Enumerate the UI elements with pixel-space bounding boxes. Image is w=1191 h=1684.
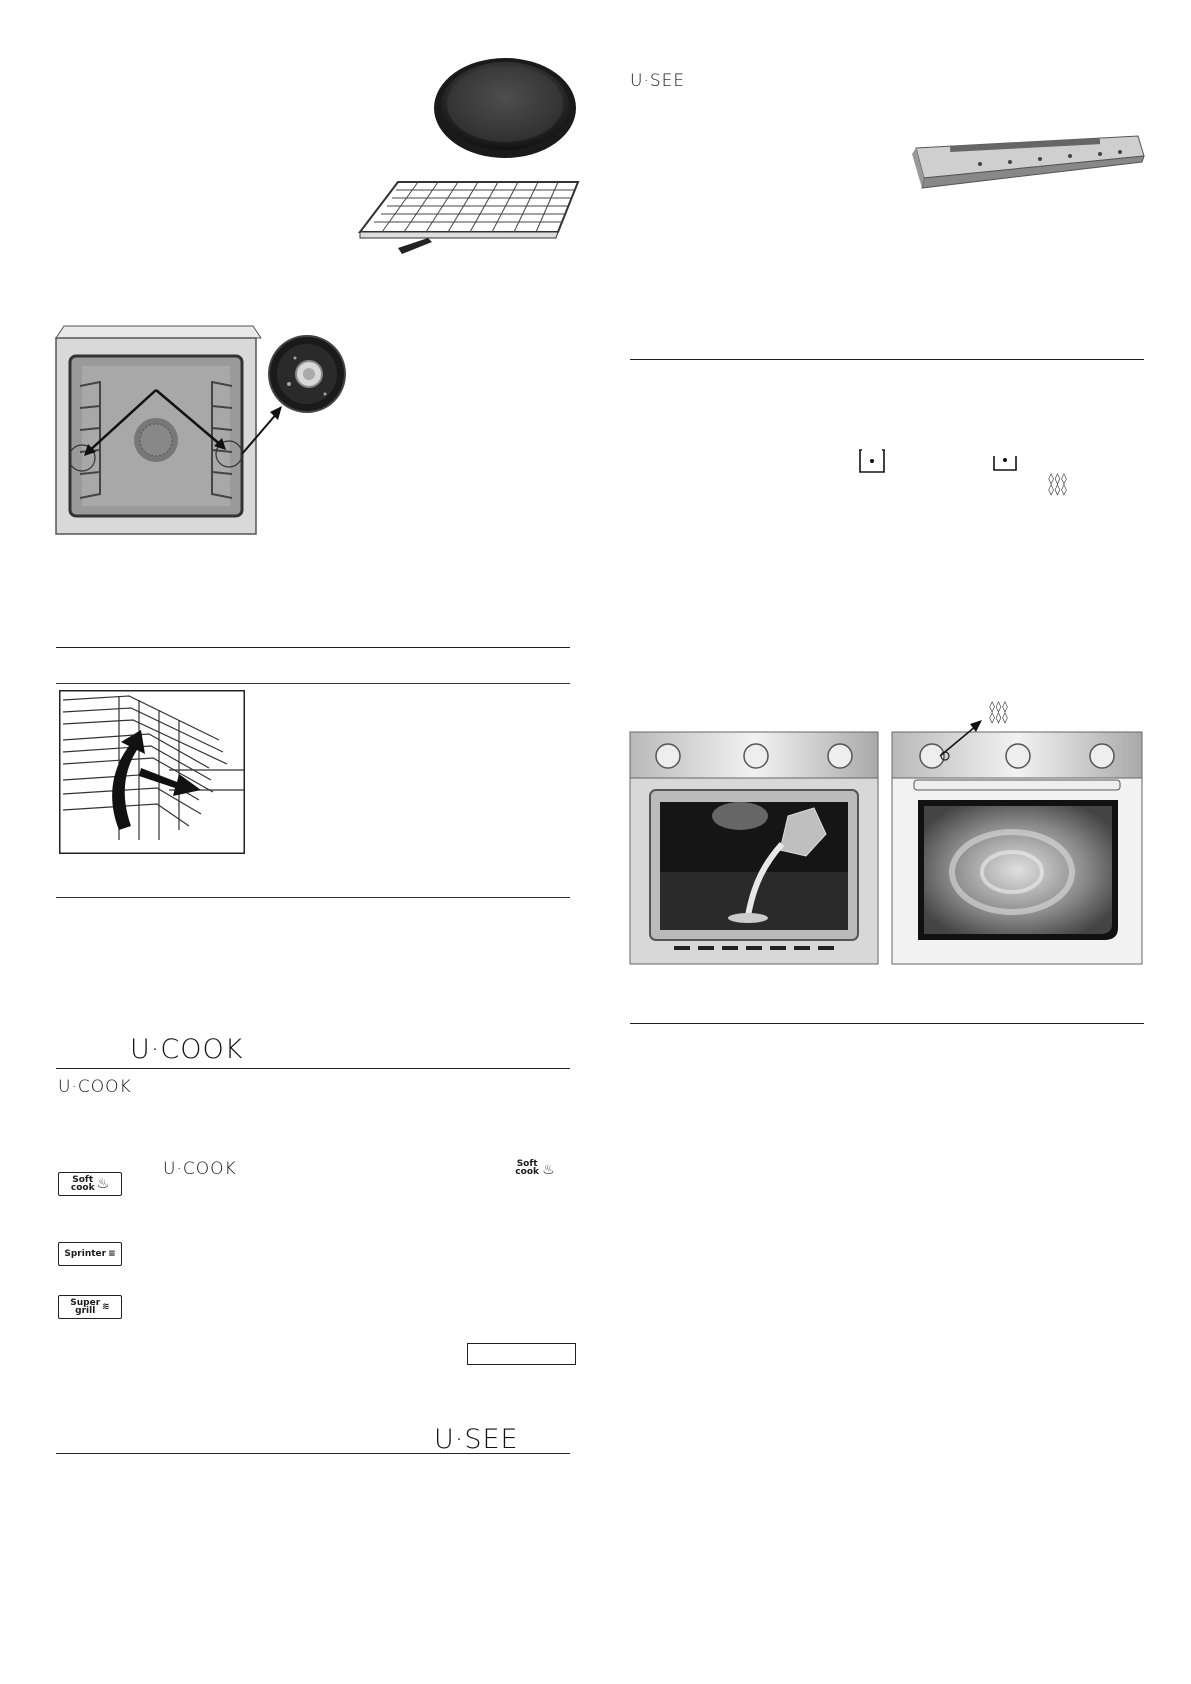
round-baking-tray-image [432, 56, 578, 160]
oven-water-image [630, 732, 878, 964]
section-divider [56, 897, 570, 898]
section-divider [56, 1068, 570, 1069]
oven-steam-image [892, 732, 1142, 964]
super-grill-icon: Super grill ≋ [58, 1295, 122, 1319]
section-divider [630, 1023, 1144, 1024]
lamp-open-icon [992, 454, 1018, 474]
section-divider [630, 359, 1144, 360]
sprinter-icon: Sprinter ≡ [58, 1242, 122, 1266]
light-bar-image [910, 134, 1146, 194]
ucook-inline-logo: U·COOK [163, 1159, 237, 1179]
ucook-inline-logo: U·COOK [58, 1077, 132, 1097]
steam-indicator-arrow [936, 720, 986, 760]
soft-cook-icon: Soft cook ♨ [58, 1172, 122, 1196]
rack-clip-closeup-image [267, 334, 347, 414]
rack-removal-image [59, 690, 245, 854]
blank-label-box [467, 1343, 576, 1365]
section-divider [56, 647, 570, 648]
oven-cavity-image [56, 326, 261, 536]
grill-rack-image [358, 180, 580, 256]
lamp-bracket-icon [858, 448, 886, 474]
steam-drops-icon: ◊◊◊ ◊◊◊ [989, 700, 1009, 724]
section-divider [56, 683, 570, 684]
usee-heading-logo: U·SEE [434, 1424, 519, 1455]
soft-cook-icon: Soft cook ♨ [515, 1159, 555, 1178]
ucook-heading-logo: U·COOK [130, 1034, 244, 1065]
usee-inline-logo: U·SEE [630, 71, 686, 91]
section-divider [56, 1453, 570, 1454]
steam-drops-icon: ◊◊◊ ◊◊◊ [1048, 472, 1068, 496]
